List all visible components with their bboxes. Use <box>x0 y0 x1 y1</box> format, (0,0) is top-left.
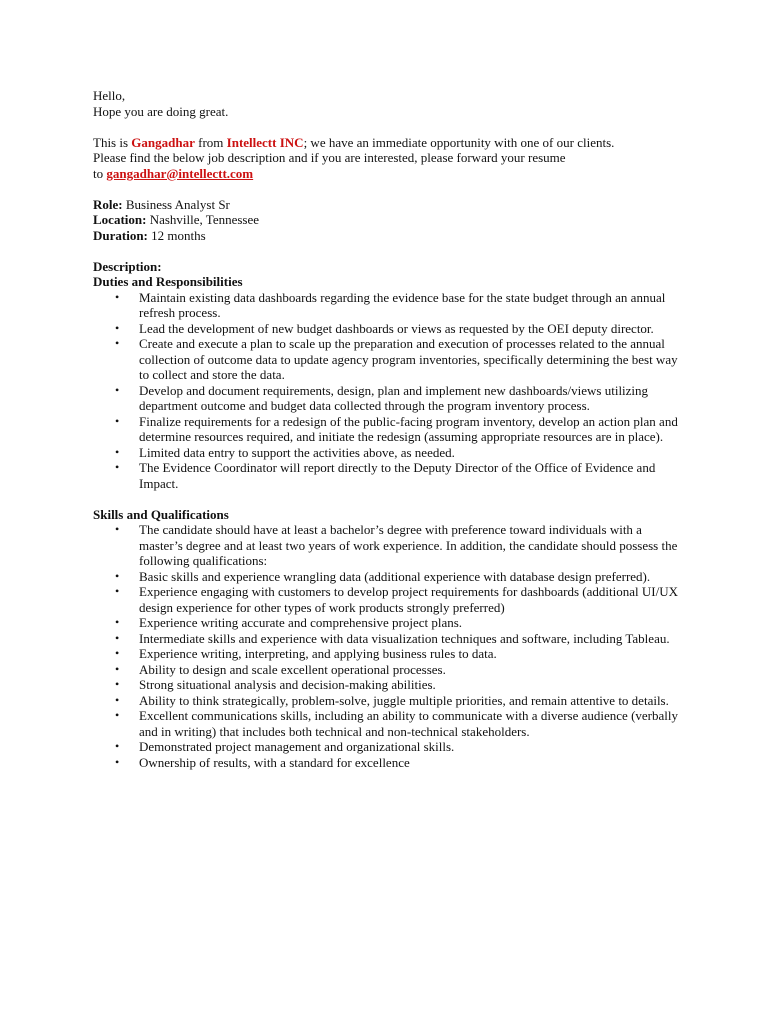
list-item <box>115 615 693 631</box>
role-label: Role: <box>93 196 123 212</box>
bullet-icon: • <box>115 444 120 459</box>
list-item-text: Intermediate skills and experience with data visualization techniques and software, including Tableau. <box>139 630 670 646</box>
skills-heading: Skills and Qualifications <box>93 506 229 522</box>
bullet-icon: • <box>115 460 120 474</box>
list-item-text: Experience writing, interpreting, and applying business rules to data. <box>139 646 497 661</box>
email-document <box>93 88 693 770</box>
bullet-icon: • <box>115 522 120 536</box>
list-item-text: Maintain existing data dashboards regarding the evidence base for the state budget through an annual refresh process. <box>139 289 666 320</box>
bullet-icon: • <box>115 754 120 769</box>
list-item <box>115 677 693 693</box>
list-item <box>115 739 693 755</box>
list-item-text: Demonstrated project management and organizational skills. <box>139 739 455 754</box>
intro-line-1 <box>93 135 693 151</box>
list-item <box>115 708 693 739</box>
bullet-icon: • <box>115 336 120 350</box>
duration-label: Duration: <box>93 227 148 243</box>
bullet-icon: • <box>115 739 120 753</box>
sender-name: Gangadhar <box>131 134 195 150</box>
duration-line <box>93 228 693 244</box>
list-item <box>115 630 693 647</box>
list-item <box>115 289 693 321</box>
list-item-text: Finalize requirements for a redesign of the public-facing program inventory, develop an action plan and determine resources required, and initiate the redesign (assuming appropriate resources are in place). <box>139 413 678 444</box>
intro-to: to <box>93 165 107 181</box>
bullet-icon: • <box>115 677 120 691</box>
bullet-icon: • <box>115 615 120 629</box>
intro-rest: ; we have an immediate opportunity with one of our clients. <box>303 134 615 150</box>
list-item-text: Ability to think strategically, problem-solve, juggle multiple priorities, and remain attentive to details. <box>139 692 669 708</box>
list-item <box>115 584 693 615</box>
greeting-hope: Hope you are doing great. <box>93 103 229 119</box>
role-line <box>93 197 693 213</box>
location-label: Location: <box>93 212 147 227</box>
spacer <box>93 491 693 507</box>
intro-from: from <box>194 134 227 150</box>
list-item <box>115 336 693 383</box>
location-value: Nashville, Tennessee <box>146 212 260 227</box>
list-item-text: Limited data entry to support the activities above, as needed. <box>139 444 455 460</box>
bullet-icon: • <box>115 289 120 304</box>
duties-heading: Duties and Responsibilities <box>93 274 243 289</box>
bullet-icon: • <box>115 630 120 645</box>
list-item <box>115 444 693 461</box>
list-item-text: Create and execute a plan to scale up the preparation and execution of processes related to the annual collection of outcome data to update agency program inventories, specifically determining the best way to collect and store the data. <box>139 336 678 382</box>
bullet-icon: • <box>115 661 120 676</box>
bullet-icon: • <box>115 568 120 583</box>
list-item-text: The Evidence Coordinator will report directly to the Deputy Director of the Office of Evidence and Impact. <box>139 460 656 491</box>
duties-list <box>93 290 693 492</box>
list-item <box>115 413 693 445</box>
list-item-text: Ownership of results, with a standard for excellence <box>139 754 410 770</box>
bullet-icon: • <box>115 692 120 707</box>
company-name: Intellectt INC <box>226 134 304 150</box>
list-item-text: Ability to design and scale excellent operational processes. <box>139 661 446 677</box>
skills-list <box>93 522 693 770</box>
list-item-text: The candidate should have at least a bachelor’s degree with preference toward individuals with a master’s degree and at least two years of work experience. In addition, the candidate should possess the following qualifications: <box>139 522 678 568</box>
list-item-text: Experience writing accurate and comprehensive project plans. <box>139 615 463 630</box>
role-value: Business Analyst Sr <box>122 196 230 212</box>
list-item <box>115 754 693 771</box>
bullet-icon: • <box>115 382 120 397</box>
intro-line-2: Please find the below job description and if you are interested, please forward your resume <box>93 150 566 165</box>
bullet-icon: • <box>115 646 120 660</box>
list-item <box>115 460 693 491</box>
email-link[interactable]: gangadhar@intellectt.com <box>106 165 254 181</box>
list-item-text: Excellent communications skills, including an ability to communicate with a diverse audience (verbally and in writing) that includes both technical and non-technical stakeholders. <box>139 708 678 739</box>
bullet-icon: • <box>115 413 120 428</box>
bullet-icon: • <box>115 584 120 598</box>
list-item <box>115 661 693 678</box>
greeting-hello: Hello, <box>93 88 126 103</box>
list-item-text: Experience engaging with customers to develop project requirements for dashboards (additional UI/UX design experience for other types of work products strongly preferred) <box>139 584 678 615</box>
intro-this-is: This is <box>93 134 132 150</box>
location-line <box>93 212 693 228</box>
list-item <box>115 692 693 709</box>
spacer <box>93 181 693 197</box>
bullet-icon: • <box>115 320 120 335</box>
list-item <box>115 320 693 337</box>
intro-line-3 <box>93 166 693 182</box>
list-item-text: Lead the development of new budget dashboards or views as requested by the OEI deputy director. <box>139 320 654 336</box>
list-item <box>115 382 693 414</box>
list-item <box>115 522 693 569</box>
list-item <box>115 646 693 662</box>
list-item-text: Strong situational analysis and decision-making abilities. <box>139 677 436 692</box>
description-heading: Description: <box>93 258 162 274</box>
spacer <box>93 243 693 259</box>
duration-value: 12 months <box>147 227 206 243</box>
spacer <box>93 119 693 135</box>
list-item <box>115 568 693 585</box>
list-item-text: Basic skills and experience wrangling data (additional experience with database design preferred). <box>139 568 651 584</box>
list-item-text: Develop and document requirements, design, plan and implement new dashboards/views utilizing department outcome and budget data collected through the program inventory process. <box>139 382 649 413</box>
bullet-icon: • <box>115 708 120 722</box>
